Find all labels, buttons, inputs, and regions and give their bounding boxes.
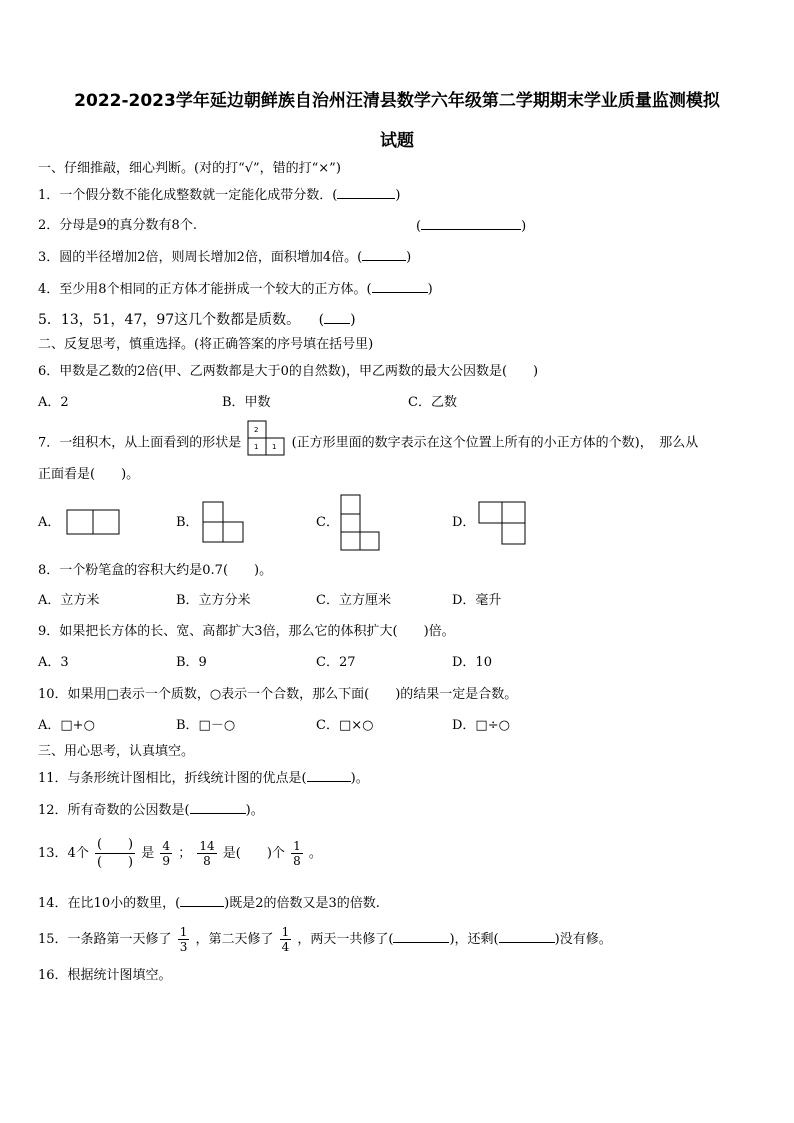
question-10: 10．如果用□表示一个质数，○表示一个合数，那么下面( )的结果一定是合数。 [38, 687, 518, 702]
answer-blank[interactable] [337, 185, 395, 199]
q10-option-a[interactable]: A．□+○ [38, 718, 95, 733]
q7-option-a-figure [66, 509, 120, 535]
q6-option-b[interactable]: B．甲数 [222, 395, 271, 410]
section2-heading: 二、反复思考，慎重选择。(将正确答案的序号填在括号里) [38, 337, 374, 352]
answer-blank[interactable] [421, 216, 521, 230]
q7-option-d-figure [478, 501, 526, 545]
question-5: 5．13，51，47，97这几个数都是质数。 ( ) [38, 312, 356, 328]
q9-option-c[interactable]: C．27 [316, 655, 356, 670]
question-11: 11．与条形统计图相比，折线统计图的优点是( )。 [38, 768, 764, 789]
q9-option-d[interactable]: D．10 [452, 655, 492, 670]
q7-option-a[interactable]: A． [38, 515, 61, 530]
answer-blank[interactable] [324, 310, 350, 324]
q13-blank-fraction[interactable]: $\frac{( )}{( )}$ [96, 837, 134, 870]
q7-digit: 1 [254, 443, 259, 451]
question-14: 14．在比10小的数里，( )既是2的倍数又是3的倍数. [38, 893, 764, 914]
q7-digit: 2 [254, 426, 259, 434]
q7-option-d[interactable]: D． [452, 515, 476, 530]
section1-heading: 一、仔细推敲，细心判断。(对的打“√”，错的打“×”) [38, 161, 341, 176]
q6-option-a[interactable]: A．2 [38, 395, 69, 410]
fraction-4-9: $\frac{4}{9}$ [162, 839, 171, 868]
fraction-14-8: $\frac{14}{8}$ [199, 839, 215, 868]
q10-option-d[interactable]: D．□÷○ [452, 718, 510, 733]
answer-blank[interactable] [180, 893, 224, 907]
page-title-line2: 试题 [380, 131, 414, 151]
page-title: 2022-2023学年延边朝鲜族自治州汪清县数学六年级第二学期期末学业质量监测模拟 [74, 91, 720, 111]
question-2: 2．分母是9的真分数有8个. ( ) [38, 218, 527, 234]
question-4: 4．至少用8个相同的正方体才能拼成一个较大的正方体。( ) [38, 279, 764, 300]
fraction-1-3: $\frac{1}{3}$ [179, 925, 188, 954]
q8-option-d[interactable]: D．毫升 [452, 593, 502, 608]
q7-digit: 1 [272, 443, 277, 451]
q7-top-view-figure [247, 420, 285, 456]
q10-option-c[interactable]: C．□×○ [316, 718, 374, 733]
q9-option-b[interactable]: B．9 [176, 655, 207, 670]
question-8: 8．一个粉笔盒的容积大约是0.7( )。 [38, 563, 273, 578]
fraction-1-8: $\frac{1}{8}$ [293, 839, 301, 868]
question-16: 16．根据统计图填空。 [38, 968, 172, 983]
answer-blank[interactable] [372, 279, 428, 293]
question-7: 7．一组积木，从上面看到的形状是 2 1 1 (正方形里面的数字表示在这个位置上所有的小正方体的个数)， 那么从 [38, 430, 764, 456]
q9-option-a[interactable]: A．3 [38, 655, 69, 670]
q7-option-b-figure [202, 501, 244, 543]
question-9: 9．如果把长方体的长、宽、高都扩大3倍，那么它的体积扩大( )倍。 [38, 624, 455, 639]
answer-blank[interactable] [190, 800, 246, 814]
q7-option-b[interactable]: B． [176, 515, 199, 530]
q6-option-c[interactable]: C．乙数 [408, 395, 457, 410]
question-1: 1．一个假分数不能化成整数就一定能化成带分数．( ) [38, 185, 764, 206]
q7-option-c-figure [340, 494, 380, 552]
question-13: 13．4个 $\frac{( )}{( )}$ 是 $\frac{4}{9}$ ； $\frac{14}{8}$ 是( )个 $\frac{1}{8}$ 。 [38, 837, 322, 870]
section3-heading: 三、用心思考，认真填空。 [38, 744, 195, 759]
question-7-line2: 正面看是( )。 [38, 467, 140, 482]
question-6: 6．甲数是乙数的2倍(甲、乙两数都是大于0的自然数)，甲乙两数的最大公因数是( ) [38, 364, 539, 379]
question-15: 15．一条路第一天修了 $\frac{1}{3}$ ，第二天修了 $\frac{1}{4}$ ，两天一共修了( )，还剩( )没有修。 [38, 925, 612, 954]
answer-blank[interactable] [362, 247, 406, 261]
q8-option-a[interactable]: A．立方米 [38, 593, 100, 608]
answer-blank[interactable] [499, 929, 555, 943]
question-12: 12．所有奇数的公因数是( )。 [38, 800, 764, 821]
q8-option-b[interactable]: B．立方分米 [176, 593, 251, 608]
q10-option-b[interactable]: B．□－○ [176, 718, 236, 733]
q8-option-c[interactable]: C．立方厘米 [316, 593, 391, 608]
q7-option-c[interactable]: C． [316, 515, 339, 530]
question-3: 3．圆的半径增加2倍，则周长增加2倍，面积增加4倍。( ) [38, 247, 764, 268]
fraction-1-4: $\frac{1}{4}$ [281, 925, 290, 954]
answer-blank[interactable] [307, 768, 351, 782]
answer-blank[interactable] [393, 929, 449, 943]
